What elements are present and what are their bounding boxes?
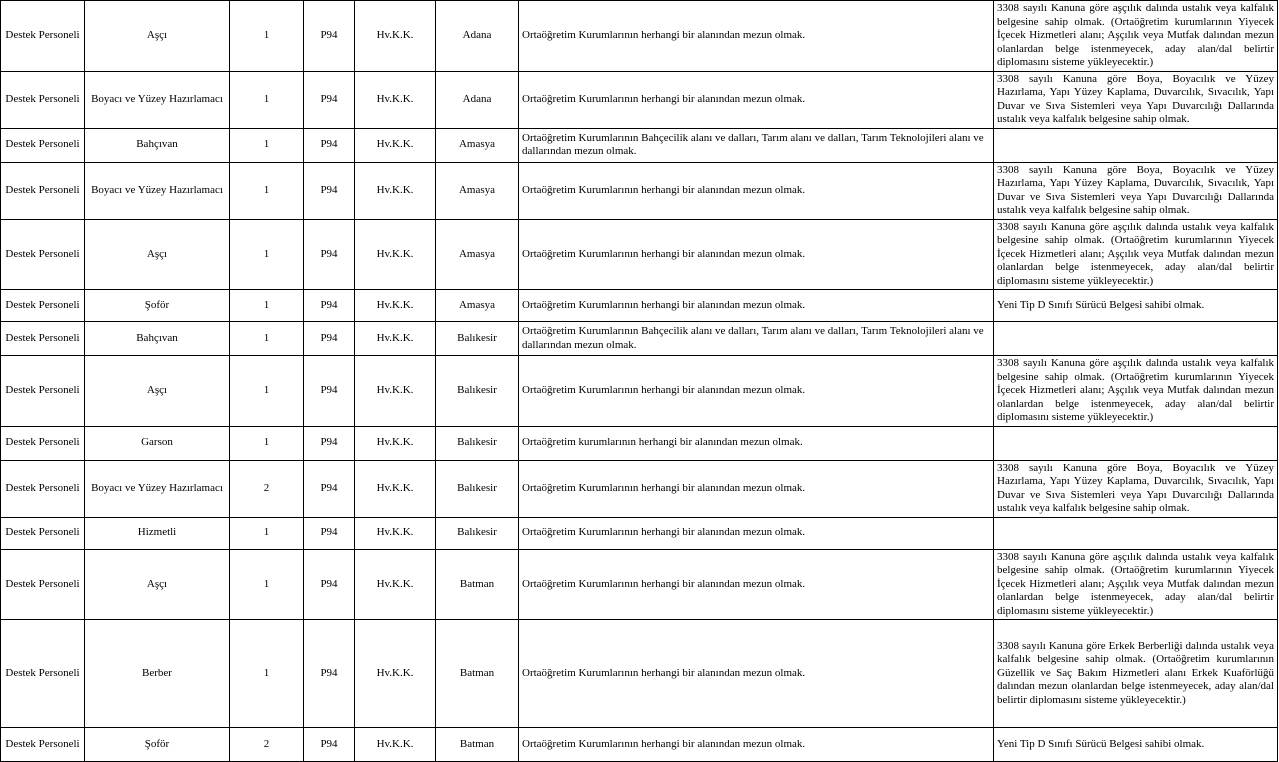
cell-education: Ortaöğretim Kurumlarının herhangi bir alanından mezun olmak.	[519, 517, 994, 549]
cell-title: Hizmetli	[85, 517, 230, 549]
cell-city: Adana	[436, 71, 519, 128]
cell-code: P94	[304, 71, 355, 128]
cell-notes: 3308 sayılı Kanuna göre aşçılık dalında ustalık veya kalfalık belgesine sahip olmak. (Ortaöğretim kurumlarının Yiyecek İçecek Hizmetleri alanı; Aşçılık veya Mutfak dalından mezun olanlardan belge istenmeyecek, aday alan/dal belirtir diplomasını sisteme yükleyecektir.)	[994, 549, 1278, 620]
cell-count: 2	[230, 728, 304, 762]
cell-title: Aşçı	[85, 549, 230, 620]
cell-notes: 3308 sayılı Kanuna göre aşçılık dalında ustalık veya kalfalık belgesine sahip olmak. (Ortaöğretim kurumlarının Yiyecek İçecek Hizmetleri alanı; Aşçılık veya Mutfak dalından mezun olanlardan belge istenmeyecek, aday alan/dal belirtir diplomasını sisteme yükleyecektir.)	[994, 356, 1278, 427]
table-row	[1, 728, 1278, 762]
cell-title: Boyacı ve Yüzey Hazırlamacı	[85, 162, 230, 219]
table-row	[1, 620, 1278, 728]
cell-count: 2	[230, 460, 304, 517]
cell-city: Amasya	[436, 219, 519, 290]
cell-category: Destek Personeli	[1, 460, 85, 517]
cell-unit: Hv.K.K.	[355, 620, 436, 728]
cell-title: Berber	[85, 620, 230, 728]
cell-education: Ortaöğretim Kurumlarının Bahçecilik alanı ve dalları, Tarım alanı ve dalları, Tarım Teknolojileri alanı ve dallarından mezun olmak.	[519, 128, 994, 162]
cell-count: 1	[230, 549, 304, 620]
cell-unit: Hv.K.K.	[355, 1, 436, 72]
cell-count: 1	[230, 71, 304, 128]
cell-education: Ortaöğretim Kurumlarının herhangi bir alanından mezun olmak.	[519, 460, 994, 517]
cell-title: Aşçı	[85, 1, 230, 72]
cell-code: P94	[304, 620, 355, 728]
cell-title: Şoför	[85, 728, 230, 762]
cell-unit: Hv.K.K.	[355, 517, 436, 549]
cell-category: Destek Personeli	[1, 162, 85, 219]
cell-notes	[994, 322, 1278, 356]
cell-unit: Hv.K.K.	[355, 728, 436, 762]
cell-code: P94	[304, 517, 355, 549]
cell-category: Destek Personeli	[1, 1, 85, 72]
table-row	[1, 549, 1278, 620]
cell-education: Ortaöğretim Kurumlarının Bahçecilik alanı ve dalları, Tarım alanı ve dalları, Tarım Teknolojileri alanı ve dallarından mezun olmak.	[519, 322, 994, 356]
cell-unit: Hv.K.K.	[355, 549, 436, 620]
cell-city: Amasya	[436, 290, 519, 322]
cell-city: Amasya	[436, 128, 519, 162]
cell-title: Garson	[85, 426, 230, 460]
cell-code: P94	[304, 460, 355, 517]
cell-unit: Hv.K.K.	[355, 426, 436, 460]
cell-count: 1	[230, 517, 304, 549]
cell-category: Destek Personeli	[1, 549, 85, 620]
cell-title: Şoför	[85, 290, 230, 322]
cell-count: 1	[230, 1, 304, 72]
cell-notes: Yeni Tip D Sınıfı Sürücü Belgesi sahibi olmak.	[994, 290, 1278, 322]
cell-education: Ortaöğretim Kurumlarının herhangi bir alanından mezun olmak.	[519, 219, 994, 290]
cell-count: 1	[230, 219, 304, 290]
cell-unit: Hv.K.K.	[355, 460, 436, 517]
cell-city: Amasya	[436, 162, 519, 219]
cell-unit: Hv.K.K.	[355, 71, 436, 128]
cell-city: Batman	[436, 620, 519, 728]
table-row	[1, 322, 1278, 356]
cell-title: Boyacı ve Yüzey Hazırlamacı	[85, 460, 230, 517]
cell-education: Ortaöğretim Kurumlarının herhangi bir alanından mezun olmak.	[519, 728, 994, 762]
cell-notes: Yeni Tip D Sınıfı Sürücü Belgesi sahibi olmak.	[994, 728, 1278, 762]
cell-notes	[994, 128, 1278, 162]
cell-code: P94	[304, 219, 355, 290]
cell-category: Destek Personeli	[1, 128, 85, 162]
cell-title: Aşçı	[85, 356, 230, 427]
table-row	[1, 219, 1278, 290]
cell-city: Balıkesir	[436, 460, 519, 517]
cell-count: 1	[230, 322, 304, 356]
cell-education: Ortaöğretim kurumlarının herhangi bir alanından mezun olmak.	[519, 426, 994, 460]
table-row	[1, 128, 1278, 162]
cell-unit: Hv.K.K.	[355, 162, 436, 219]
cell-code: P94	[304, 290, 355, 322]
cell-category: Destek Personeli	[1, 219, 85, 290]
table-row	[1, 356, 1278, 427]
table-row	[1, 517, 1278, 549]
cell-city: Batman	[436, 728, 519, 762]
cell-code: P94	[304, 1, 355, 72]
cell-unit: Hv.K.K.	[355, 322, 436, 356]
cell-unit: Hv.K.K.	[355, 219, 436, 290]
cell-education: Ortaöğretim Kurumlarının herhangi bir alanından mezun olmak.	[519, 290, 994, 322]
cell-notes: 3308 sayılı Kanuna göre aşçılık dalında ustalık veya kalfalık belgesine sahip olmak. (Ortaöğretim kurumlarının Yiyecek İçecek Hizmetleri alanı; Aşçılık veya Mutfak dalından mezun olanlardan belge istenmeyecek, aday alan/dal belirtir diplomasını sisteme yükleyecektir.)	[994, 219, 1278, 290]
cell-category: Destek Personeli	[1, 426, 85, 460]
table-row	[1, 162, 1278, 219]
cell-count: 1	[230, 356, 304, 427]
cell-city: Balıkesir	[436, 517, 519, 549]
cell-count: 1	[230, 128, 304, 162]
cell-education: Ortaöğretim Kurumlarının herhangi bir alanından mezun olmak.	[519, 620, 994, 728]
cell-code: P94	[304, 128, 355, 162]
table-row	[1, 1, 1278, 72]
cell-code: P94	[304, 322, 355, 356]
cell-city: Balıkesir	[436, 356, 519, 427]
cell-category: Destek Personeli	[1, 356, 85, 427]
cell-category: Destek Personeli	[1, 728, 85, 762]
table-row	[1, 71, 1278, 128]
cell-unit: Hv.K.K.	[355, 290, 436, 322]
cell-city: Batman	[436, 549, 519, 620]
cell-notes	[994, 426, 1278, 460]
table-row	[1, 290, 1278, 322]
cell-education: Ortaöğretim Kurumlarının herhangi bir alanından mezun olmak.	[519, 549, 994, 620]
cell-code: P94	[304, 356, 355, 427]
cell-unit: Hv.K.K.	[355, 356, 436, 427]
cell-notes: 3308 sayılı Kanuna göre Erkek Berberliği dalında ustalık veya kalfalık belgesine sahip olmak. (Ortaöğretim kurumlarının Güzellik ve Saç Bakım Hizmetleri alanı Erkek Kuaförlüğü dalından mezun olanlardan belge istenmeyecek, aday alan/dal belirtir diplomasını sisteme yükleyecektir.)	[994, 620, 1278, 728]
cell-code: P94	[304, 549, 355, 620]
cell-count: 1	[230, 162, 304, 219]
table-row	[1, 426, 1278, 460]
table-body	[1, 1, 1278, 762]
cell-notes	[994, 517, 1278, 549]
cell-notes: 3308 sayılı Kanuna göre Boya, Boyacılık ve Yüzey Hazırlama, Yapı Yüzey Kaplama, Duvarcılık, Sıvacılık, Yapı Duvar ve Sıva Sistemleri veya Yapı Duvarcılığı Dallarında ustalık veya kalfalık belgesine sahip olmak.	[994, 460, 1278, 517]
cell-education: Ortaöğretim Kurumlarının herhangi bir alanından mezun olmak.	[519, 1, 994, 72]
cell-notes: 3308 sayılı Kanuna göre Boya, Boyacılık ve Yüzey Hazırlama, Yapı Yüzey Kaplama, Duvarcılık, Sıvacılık, Yapı Duvar ve Sıva Sistemleri veya Yapı Duvarcılığı Dallarında ustalık veya kalfalık belgesine sahip olmak.	[994, 71, 1278, 128]
cell-unit: Hv.K.K.	[355, 128, 436, 162]
cell-title: Bahçıvan	[85, 128, 230, 162]
cell-notes: 3308 sayılı Kanuna göre Boya, Boyacılık ve Yüzey Hazırlama, Yapı Yüzey Kaplama, Duvarcılık, Sıvacılık, Yapı Duvar ve Sıva Sistemleri veya Yapı Duvarcılığı Dallarında ustalık veya kalfalık belgesine sahip olmak.	[994, 162, 1278, 219]
cell-city: Balıkesir	[436, 426, 519, 460]
cell-notes: 3308 sayılı Kanuna göre aşçılık dalında ustalık veya kalfalık belgesine sahip olmak. (Ortaöğretim kurumlarının Yiyecek İçecek Hizmetleri alanı; Aşçılık veya Mutfak dalından mezun olanlardan belge istenmeyecek, aday alan/dal belirtir diplomasını sisteme yükleyecektir.)	[994, 1, 1278, 72]
cell-code: P94	[304, 728, 355, 762]
cell-count: 1	[230, 426, 304, 460]
cell-category: Destek Personeli	[1, 290, 85, 322]
cell-title: Aşçı	[85, 219, 230, 290]
cell-category: Destek Personeli	[1, 517, 85, 549]
cell-count: 1	[230, 620, 304, 728]
cell-count: 1	[230, 290, 304, 322]
cell-city: Balıkesir	[436, 322, 519, 356]
cell-category: Destek Personeli	[1, 322, 85, 356]
cell-category: Destek Personeli	[1, 71, 85, 128]
table-row	[1, 460, 1278, 517]
cell-code: P94	[304, 426, 355, 460]
cell-city: Adana	[436, 1, 519, 72]
cell-code: P94	[304, 162, 355, 219]
cell-education: Ortaöğretim Kurumlarının herhangi bir alanından mezun olmak.	[519, 71, 994, 128]
cell-title: Boyacı ve Yüzey Hazırlamacı	[85, 71, 230, 128]
cell-education: Ortaöğretim Kurumlarının herhangi bir alanından mezun olmak.	[519, 162, 994, 219]
cell-education: Ortaöğretim Kurumlarının herhangi bir alanından mezun olmak.	[519, 356, 994, 427]
cell-title: Bahçıvan	[85, 322, 230, 356]
cell-category: Destek Personeli	[1, 620, 85, 728]
